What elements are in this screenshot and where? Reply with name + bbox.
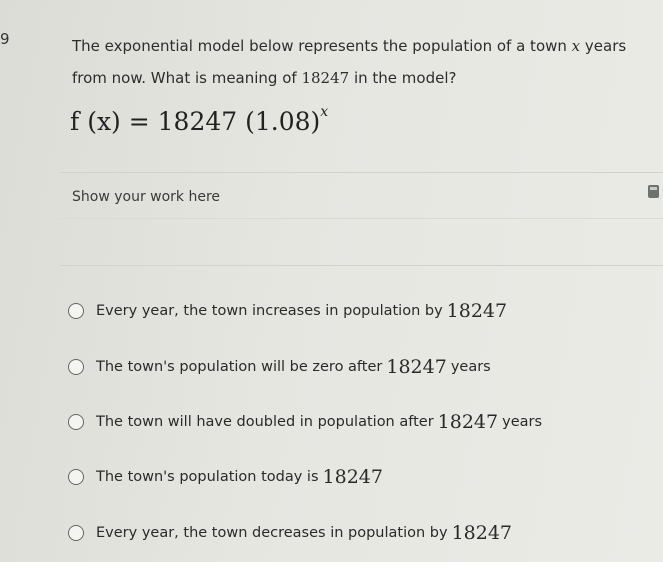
option-suffix: years [502, 414, 543, 430]
answer-option-5[interactable] [68, 522, 516, 544]
option-number: 18247 [451, 522, 513, 544]
question-line-1-text: The exponential model below represents the population of a town [72, 37, 572, 55]
answer-option-3[interactable] [68, 411, 542, 433]
option-suffix: years [450, 359, 491, 375]
radio-button[interactable] [68, 303, 84, 319]
option-number: 18247 [446, 300, 508, 322]
answer-option-2[interactable] [68, 356, 491, 378]
option-number: 18247 [437, 411, 499, 433]
option-number: 18247 [386, 356, 447, 378]
option-number: 18247 [322, 466, 383, 488]
option-text: The town's population will be zero after [96, 359, 383, 375]
formula-expression: f (x) = 18247 (1.08) [70, 107, 321, 136]
answer-option-1[interactable] [68, 300, 511, 322]
variable-x: x [571, 37, 581, 55]
option-text: The town will have doubled in population after [96, 414, 434, 430]
answer-option-4[interactable] [68, 466, 387, 488]
question-number: 9 [0, 30, 10, 48]
work-area-label: Show your work here [72, 189, 221, 205]
model-formula [70, 104, 328, 136]
calculator-icon[interactable] [648, 185, 659, 198]
option-text: Every year, the town decreases in population by [96, 525, 448, 541]
formula-exponent: x [320, 104, 329, 120]
work-area[interactable] [60, 172, 663, 266]
question-line-2-end: in the model? [353, 69, 457, 87]
question-number-value: 18247 [301, 69, 350, 87]
option-text: The town's population today is [96, 469, 319, 485]
question-line-1 [72, 30, 657, 62]
question-text [72, 30, 657, 94]
question-line-2 [72, 62, 657, 94]
radio-button[interactable] [68, 469, 84, 485]
option-text: Every year, the town increases in population by [96, 303, 443, 319]
question-line-2-text: from now. What is meaning of [72, 69, 302, 87]
work-area-divider [60, 218, 663, 219]
radio-button[interactable] [68, 525, 84, 541]
question-line-1-end: years [584, 37, 627, 55]
radio-button[interactable] [68, 359, 84, 375]
radio-button[interactable] [68, 414, 84, 430]
